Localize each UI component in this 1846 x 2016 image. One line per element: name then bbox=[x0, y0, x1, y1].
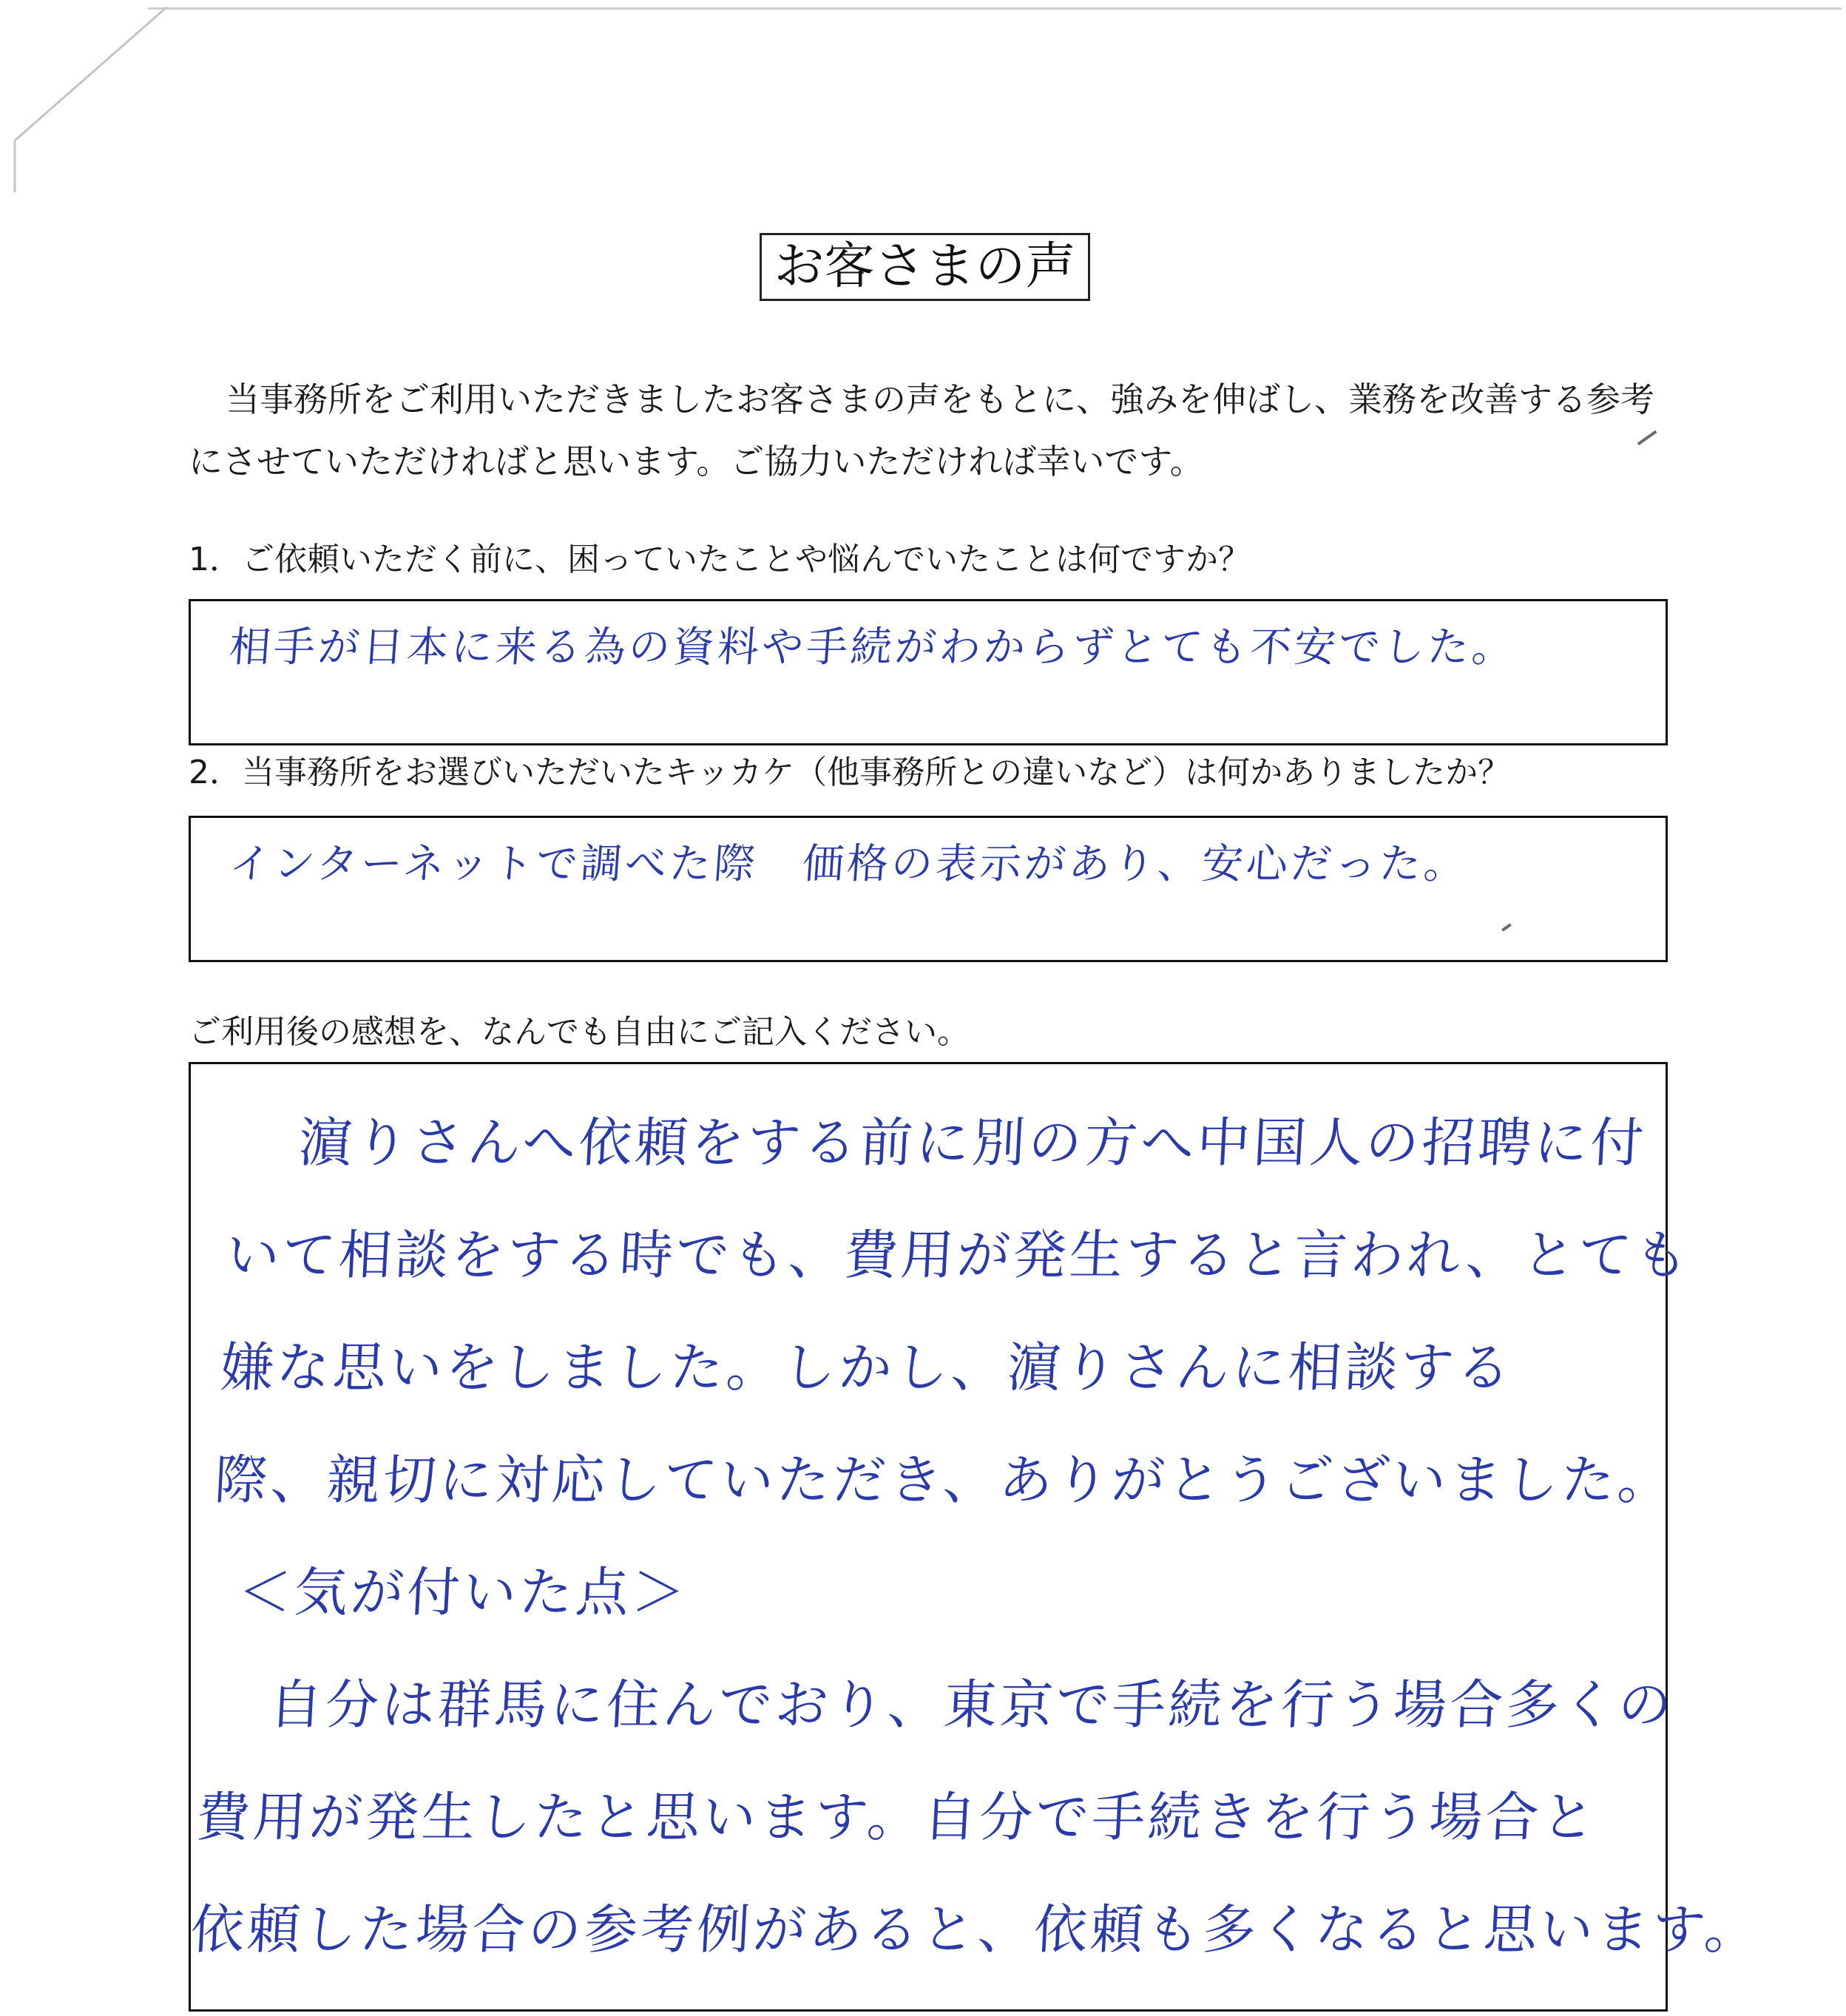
free-comment-line: 際、親切に対応していただき、ありがとうございました。 bbox=[212, 1449, 1676, 1511]
folded-corner-mark bbox=[0, 0, 178, 192]
free-comment-line: いて相談をする時でも、費用が発生すると言われ、とても bbox=[224, 1224, 1693, 1286]
intro-paragraph: 当事務所をご利用いただきましたお客さまの声をもとに、強みを伸ばし、業務を改善する参考にさせていただければと思います。ご協力いただければ幸いです。 bbox=[189, 379, 1654, 481]
question-2-answer-box bbox=[189, 816, 1668, 962]
question-1-label: 1．ご依頼いただく前に、困っていたことや悩んでいたことは何ですか？ bbox=[189, 541, 1251, 578]
free-comment-line: 自分は群馬に住んでおり、東京で手続を行う場合多くの bbox=[267, 1674, 1677, 1736]
free-comment-line: 費用が発生したと思います。自分で手続きを行う場合と bbox=[195, 1786, 1600, 1848]
question-1-answer-box bbox=[189, 599, 1668, 745]
free-comment-line: 嫌な思いをしました。しかし、濵りさんに相談する bbox=[218, 1336, 1515, 1398]
question-2-answer-text: インターネットで調べた際 価格の表示があり、安心だった。 bbox=[227, 840, 1470, 888]
free-comment-line: ＜気が付いた点＞ bbox=[236, 1561, 690, 1623]
page-title: お客さまの声 bbox=[760, 233, 1090, 301]
free-comment-label: ご利用後の感想を、なんでも自由にご記入ください。 bbox=[189, 1013, 970, 1051]
page-top-edge bbox=[148, 7, 1842, 10]
free-comment-box bbox=[189, 1062, 1762, 2012]
free-comment-line: 濵りさんへ依頼をする前に別の方へ中国人の招聘に付 bbox=[297, 1112, 1649, 1174]
question-2-label: 2．当事務所をお選びいただいたキッカケ（他事務所との違いなど）は何かありましたか？ bbox=[189, 754, 1511, 791]
free-comment-line: 依頼した場合の参考例があると、依頼も多くなると思います。 bbox=[189, 1898, 1762, 1961]
free-comment-text bbox=[188, 1086, 1762, 1986]
question-1-answer-text: 相手が日本に来る為の資料や手続がわからずとても不安でした。 bbox=[227, 623, 1518, 672]
